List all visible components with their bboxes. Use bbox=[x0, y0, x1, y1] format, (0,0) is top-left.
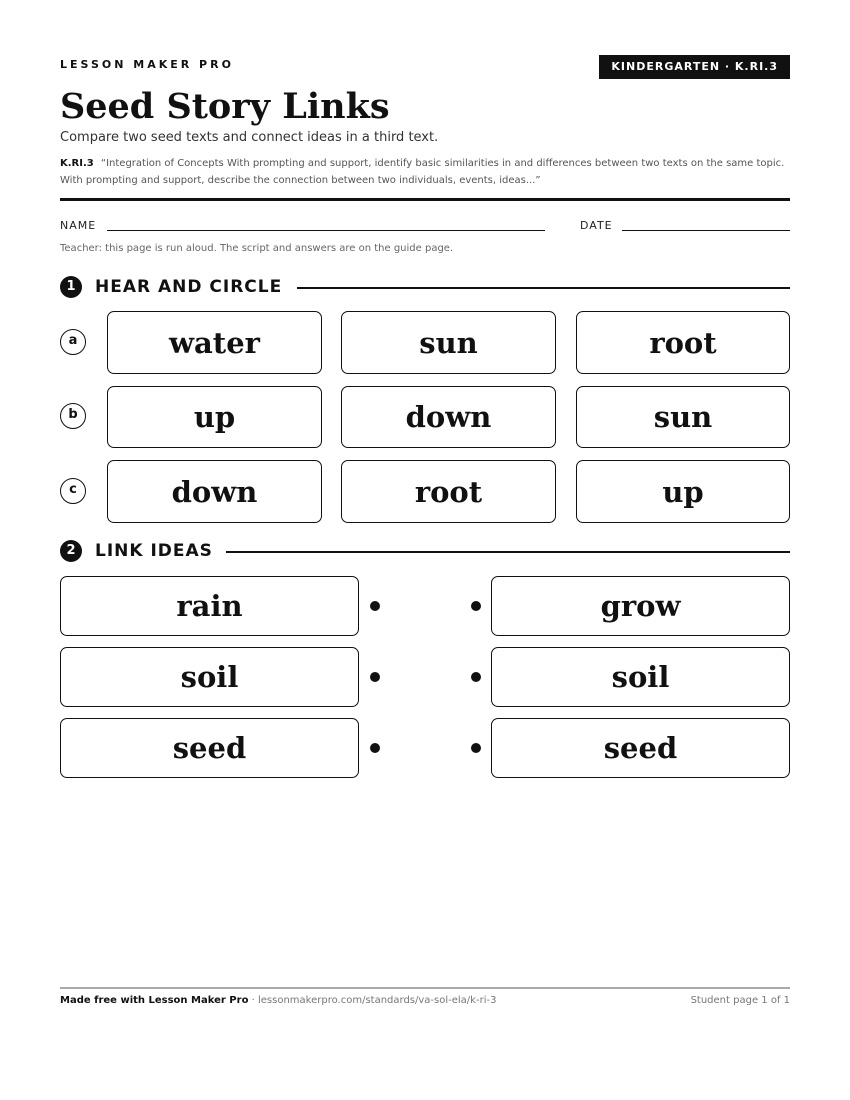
date-field[interactable] bbox=[622, 230, 790, 231]
word-choice[interactable]: up bbox=[107, 386, 322, 448]
footer-made-with: Made free with Lesson Maker Pro bbox=[60, 995, 249, 1006]
section-hear-and-circle-header bbox=[60, 274, 790, 298]
page-subtitle: Compare two seed texts and connect ideas in a third text. bbox=[60, 130, 439, 145]
link-left-box[interactable]: rain bbox=[60, 576, 359, 636]
section-rule bbox=[297, 287, 790, 289]
footer-page-number: Student page 1 of 1 bbox=[690, 995, 790, 1006]
grade-standard-badge: KINDERGARTEN · K.RI.3 bbox=[599, 55, 790, 79]
row-label-c: c bbox=[60, 478, 86, 504]
standard-description bbox=[60, 155, 790, 189]
row-label-b: b bbox=[60, 403, 86, 429]
date-label: DATE bbox=[580, 219, 613, 232]
footer-divider bbox=[60, 987, 790, 989]
standard-text: “Integration of Concepts With prompting and support, identify basic similarities in and differences between two texts on the same topic. With prompting and support, describe the connection between two individuals, events, ideas...” bbox=[60, 158, 785, 186]
name-field[interactable] bbox=[107, 230, 545, 231]
section-number: 1 bbox=[60, 276, 82, 298]
link-left-dot[interactable] bbox=[370, 672, 380, 682]
footer-credit bbox=[60, 995, 496, 1006]
section-title: HEAR AND CIRCLE bbox=[95, 277, 283, 297]
teacher-note: Teacher: this page is run aloud. The script and answers are on the guide page. bbox=[60, 243, 454, 254]
name-date-row bbox=[60, 219, 790, 235]
link-right-dot[interactable] bbox=[471, 672, 481, 682]
footer-url[interactable]: lessonmakerpro.com/standards/va-sol-ela/k-ri-3 bbox=[257, 995, 497, 1006]
header-divider bbox=[60, 198, 790, 201]
word-choice[interactable]: sun bbox=[341, 311, 556, 374]
link-right-dot[interactable] bbox=[471, 601, 481, 611]
page-title: Seed Story Links bbox=[60, 86, 390, 127]
footer-separator: · bbox=[248, 995, 258, 1006]
word-choice[interactable]: down bbox=[107, 460, 322, 523]
link-right-box[interactable]: soil bbox=[491, 647, 790, 707]
word-choice[interactable]: up bbox=[576, 460, 790, 523]
brand-name: LESSON MAKER PRO bbox=[60, 58, 234, 71]
word-choice[interactable]: sun bbox=[576, 386, 790, 448]
link-left-dot[interactable] bbox=[370, 601, 380, 611]
link-right-box[interactable]: grow bbox=[491, 576, 790, 636]
section-title: LINK IDEAS bbox=[95, 541, 213, 561]
section-rule bbox=[226, 551, 790, 553]
link-right-dot[interactable] bbox=[471, 743, 481, 753]
row-label-a: a bbox=[60, 329, 86, 355]
word-choice[interactable]: down bbox=[341, 386, 556, 448]
link-left-box[interactable]: seed bbox=[60, 718, 359, 778]
link-left-box[interactable]: soil bbox=[60, 647, 359, 707]
word-choice[interactable]: water bbox=[107, 311, 322, 374]
section-number: 2 bbox=[60, 540, 82, 562]
link-left-dot[interactable] bbox=[370, 743, 380, 753]
worksheet-page bbox=[60, 0, 790, 1100]
word-choice[interactable]: root bbox=[341, 460, 556, 523]
name-label: NAME bbox=[60, 219, 97, 232]
link-right-box[interactable]: seed bbox=[491, 718, 790, 778]
section-link-ideas-header bbox=[60, 538, 790, 562]
standard-code: K.RI.3 bbox=[60, 158, 94, 169]
word-choice[interactable]: root bbox=[576, 311, 790, 374]
